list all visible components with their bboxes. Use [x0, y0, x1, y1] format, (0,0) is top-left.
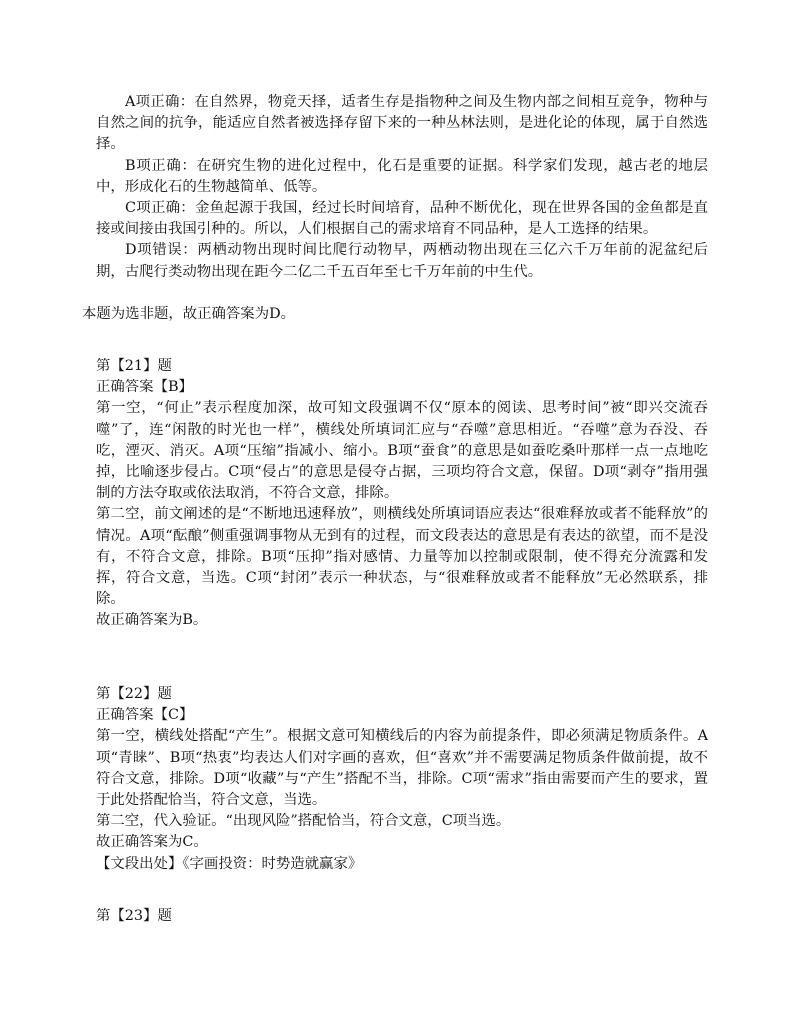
explanation-option-d: D项错误：两栖动物出现时间比爬行动物早，两栖动物出现在三亿六千万年前的泥盆纪后期，古爬行类动物出现在距今二亿二千五百年至七千万年前的中生代。 [96, 242, 708, 280]
question-22-title: 第【22】题 [96, 686, 172, 702]
question-21 [96, 356, 708, 632]
question-21-conclusion: 故正确答案为B。 [96, 612, 208, 629]
explanation-conclusion: 本题为选非题，故正确答案为D。 [82, 306, 296, 322]
question-22-source: 【文段出处】《字画投资：时势造就赢家》 [96, 855, 363, 872]
explanation-conclusion-block [82, 304, 694, 325]
question-23 [96, 906, 708, 927]
explanation-option-b: B项正确：在研究生物的进化过程中，化石是重要的证据。科学家们发现，越古老的地层中，形成化石的生物越简单、低等。 [96, 157, 708, 195]
question-22-blank-2: 第二空，代入验证。“出现风险”搭配恰当，符合文意，C项当选。 [96, 813, 511, 830]
question-21-blank-2: 第二空，前文阐述的是“不断地迅速释放”，则横线处所填词语应表达“很难释放或者不能释放”的情况。A项“酝酿”侧重强调事物从无到有的过程，而文段表达的意思是有表达的欲望，而不是没有，不符合文意，排除。B项“压抑”指对感情、力量等加以控制或限制，使不得充分流露和发挥，符合文意，当选。C项“封闭”表示一种状态，与“很难释放或者不能释放”无必然联系，排除。 [96, 506, 708, 608]
explanation-top [96, 92, 708, 283]
question-22-conclusion: 故正确答案为C。 [96, 834, 208, 851]
question-21-blank-1: 第一空，“何止”表示程度加深，故可知文段强调不仅“原本的阅读、思考时间”被“即兴交流吞噬”了，连“闲散的时光也一样”，横线处所填词汇应与“吞噬”意思相近。“吞噬”意为吞没、吞吃，湮灭、消灭。A项“压缩”指减小、缩小。B项“蚕食”的意思是如蚕吃桑叶那样一点一点地吃掉，比喻逐步侵占。C项“侵占”的意思是侵夺占据，三项均符合文意，保留。D项“剥夺”指用强制的方法夺取或依法取消，不符合文意，排除。 [96, 400, 708, 502]
question-22-answer: 正确答案【C】 [96, 707, 194, 724]
explanation-option-c: C项正确：金鱼起源于我国，经过长时间培育，品种不断优化，现在世界各国的金鱼都是直接或间接由我国引种的。所以，人们根据自己的需求培育不同品种，是人工选择的结果。 [96, 200, 708, 238]
question-22 [96, 684, 708, 875]
explanation-option-a: A项正确：在自然界，物竞天择，适者生存是指物种之间及生物内部之间相互竞争，物种与自然之间的抗争，能适应自然者被选择存留下来的一种丛林法则，是进化论的体现，属于自然选择。 [96, 94, 708, 153]
question-23-title: 第【23】题 [96, 908, 172, 924]
question-21-title: 第【21】题 [96, 358, 172, 374]
question-22-blank-1: 第一空，横线处搭配“产生”。根据文意可知横线后的内容为前提条件，即必须满足物质条件。A项“青睐”、B项“热衷”均表达人们对字画的喜欢，但“喜欢”并不需要满足物质条件做前提，故不符合文意，排除。D项“收藏”与“产生”搭配不当，排除。C项“需求”指由需要而产生的要求，置于此处搭配恰当，符合文意，当选。 [96, 728, 708, 809]
question-21-answer: 正确答案【B】 [96, 379, 193, 396]
